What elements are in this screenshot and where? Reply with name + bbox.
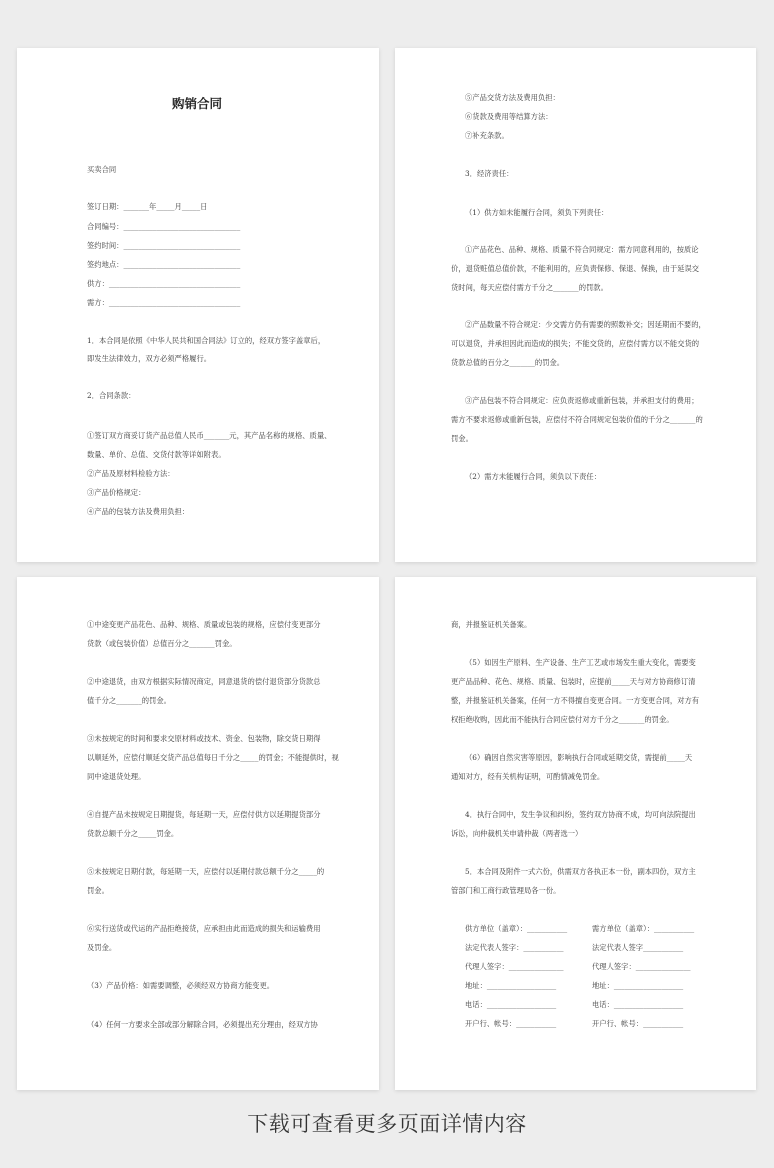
text-line: 买卖合同 [87, 165, 117, 174]
text-line: ⑤产品交货方法及费用负担： [465, 93, 560, 102]
supplier-signature-line: 供方单位（盖章）：___________ [465, 924, 568, 933]
text-line: 数量、单价、总值、交货付款等详如附表。 [87, 450, 226, 459]
text-line: ⑥货款及费用等结算方法： [465, 112, 553, 121]
text-line: （6）确因自然灾害等原因，影响执行合同或延期交货，需提前_____天 [465, 753, 693, 762]
buyer-signature-line: 需方单位（盖章）：___________ [592, 924, 695, 933]
text-line: （1）供方如未能履行合同，须负下列责任： [465, 208, 609, 217]
text-line: （2）需方未能履行合同，须负以下责任： [465, 472, 601, 481]
text-line: 签约时间：________________________________ [87, 241, 241, 250]
text-line: 2．合同条款： [87, 391, 136, 400]
download-more-link[interactable]: 下载可查看更多页面详情内容 [247, 1112, 527, 1136]
text-line: 商，并报鉴证机关备案。 [451, 620, 532, 629]
text-line: 权拒绝收购，因此而不能执行合同应偿付对方千分之_______的罚金。 [451, 715, 674, 724]
text-line: 可以退货，并承担因此而造成的损失；不能交货的，应偿付需方以不能交货的 [451, 339, 700, 348]
text-line: 1．本合同是依照《中华人民共和国合同法》订立的，经双方签字盖章后， [87, 336, 326, 345]
text-line: ④产品的包装方法及费用负担： [87, 507, 190, 516]
document-page-3 [17, 577, 379, 1090]
text-line: ③产品价格规定： [87, 488, 146, 497]
supplier-signature-line: 电话：___________________ [465, 1000, 557, 1009]
text-line: 货款（或包装价值）总值百分之_______罚金。 [87, 639, 237, 648]
text-line: ④自提产品未按规定日期提货，每延期一天，应偿付供方以延期提货部分 [87, 810, 321, 819]
text-line: 整，并报鉴证机关备案，任何一方不得擅自变更合同。一方变更合同，对方有 [451, 696, 700, 705]
text-line: 及罚金。 [87, 943, 117, 952]
text-line: 管部门和工商行政管理局各一份。 [451, 886, 561, 895]
text-line: 价，退货赃值总值价款，不能利用的，应负责保修、保退、保换，由于延误交 [451, 264, 700, 273]
text-line: 即发生法律效力，双方必须严格履行。 [87, 354, 212, 363]
text-line: 5．本合同及附件一式六份，供需双方各执正本一份，副本四份，双方主 [465, 867, 696, 876]
text-line: 诉讼，向仲裁机关申请仲裁（两者选一） [451, 829, 583, 838]
text-line: 签约地点：________________________________ [87, 260, 241, 269]
text-line: 同中途退货处理。 [87, 772, 146, 781]
text-line: 值千分之_______的罚金。 [87, 696, 171, 705]
text-line: 货款总额千分之_____罚金。 [87, 829, 179, 838]
supplier-signature-line: 代理人签字：_______________ [465, 962, 564, 971]
text-line: （4）任何一方要求全部或部分解除合同，必须提出充分理由，经双方协 [87, 1020, 318, 1029]
text-line: 4．执行合同中，发生争议和纠纷，签约双方协商不成，均可向法院提出 [465, 810, 696, 819]
text-line: 以顺延外，应偿付顺延交货产品总值每日千分之_____的罚金；不能提供时，视 [87, 753, 339, 762]
text-line: ①产品花色、品种、规格、质量不符合同规定：需方同意利用的，按质论 [465, 245, 699, 254]
text-line: 合同编号：________________________________ [87, 222, 241, 231]
text-line: ⑤未按规定日期付款，每延期一天，应偿付以延期付款总额千分之_____的 [87, 867, 325, 876]
text-line: ⑦补充条款。 [465, 131, 509, 140]
buyer-signature-line: 地址：___________________ [592, 981, 684, 990]
document-page-2 [395, 48, 756, 562]
text-line: ②产品数量不符合规定：少交需方仍有需要的照数补交；因延期而不要的， [465, 320, 706, 329]
text-line: 通知对方，经有关机构证明，可酌情减免罚金。 [451, 772, 605, 781]
text-line: 货时间，每天应偿付需方千分之_______的罚款。 [451, 283, 608, 292]
text-line: ②中途退货，由双方根据实际情况商定，同意退货的偿付退货部分货款总 [87, 677, 321, 686]
buyer-signature-line: 电话：___________________ [592, 1000, 684, 1009]
page-title: 购销合同 [172, 96, 223, 111]
supplier-signature-line: 法定代表人签字：___________ [465, 943, 564, 952]
buyer-signature-line: 法定代表人签字___________ [592, 943, 684, 952]
text-line: ①签订双方商妥订货产品总值人民币_______元，其产品名称的规格、质量、 [87, 431, 332, 440]
text-line: 供方：____________________________________ [87, 279, 241, 288]
supplier-signature-line: 开户行、帐号：___________ [465, 1019, 557, 1028]
text-line: 3．经济责任： [465, 169, 514, 178]
text-line: 需方不要求返修或重新包装，应偿付不符合同规定包装价值的千分之_______的 [451, 415, 703, 424]
text-line: 货款总值的百分之_______的罚金。 [451, 358, 565, 367]
text-line: ②产品及原材料检验方法： [87, 469, 175, 478]
text-line: ⑥实行送货或代运的产品拒绝接货，应承担由此而造成的损失和运输费用 [87, 924, 321, 933]
text-line: ①中途变更产品花色、品种、规格、质量或包装的规格，应偿付变更部分 [87, 620, 321, 629]
text-line: 罚金。 [451, 434, 473, 443]
text-line: （5）如因生产原料、生产设备、生产工艺或市场发生重大变化，需要变 [465, 658, 696, 667]
text-line: 签订日期：_______年_____月_____日 [87, 202, 208, 211]
supplier-signature-line: 地址：___________________ [465, 981, 557, 990]
text-line: ③未按规定的时间和要求交原材料或技术、资金、包装物，除交货日期得 [87, 734, 321, 743]
text-line: 更产品品种、花色、规格、质量、包装时，应提前_____天与对方协商修订清 [451, 677, 696, 686]
text-line: ③产品包装不符合同规定：应负责返修或重新包装，并承担支付的费用； [465, 396, 699, 405]
text-line: 罚金。 [87, 886, 109, 895]
buyer-signature-line: 开户行、帐号：___________ [592, 1019, 684, 1028]
buyer-signature-line: 代理人签字：_______________ [592, 962, 691, 971]
text-line: （3）产品价格：如需要调整，必须经双方协商方能变更。 [87, 981, 275, 990]
document-page-1 [17, 48, 379, 562]
document-page-4 [395, 577, 756, 1090]
text-line: 需方：____________________________________ [87, 298, 241, 307]
